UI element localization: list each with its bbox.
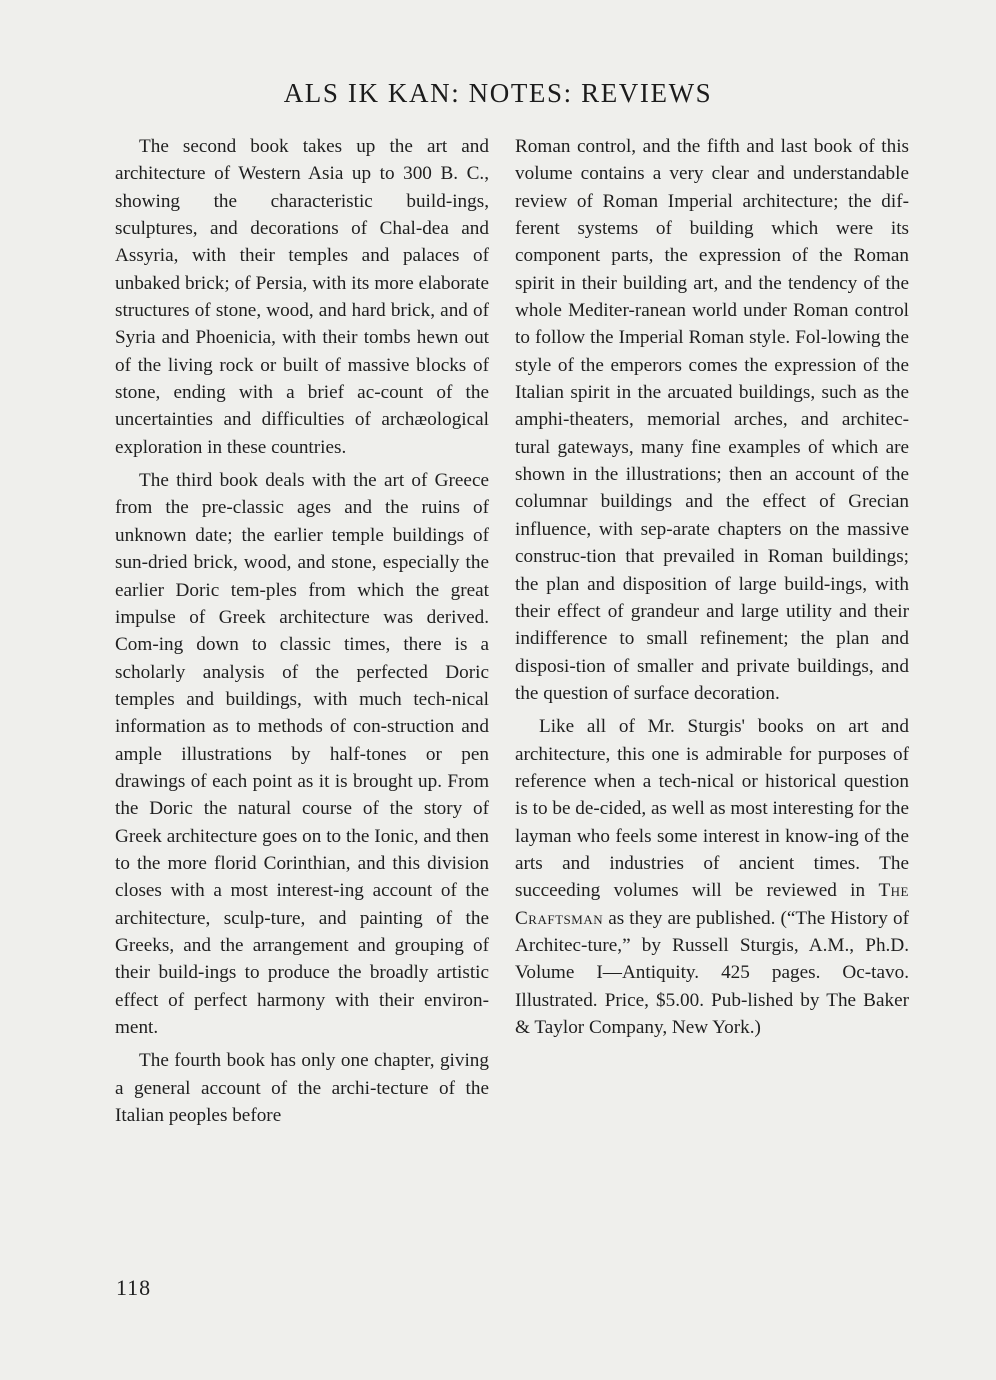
paragraph-fifth-book-continued: Roman control, and the fifth and last book of this volume contains a very clear and understandable review of Roman Imperial architecture; the dif-ferent systems of building which were its component parts, the expression of the Roman spirit in their building art, and the tendency of the whole Mediter-ranean world under Roman control to follow the Imperial Roman style. Fol-lowing the style of the emperors comes the expression of the Italian spirit in the arcuated buildings, such as the amphi-theaters, memorial arches, and architec-tural gateways, many fine examples of which are shown in the illustrations; then an account of the columnar buildings and the effect of Grecian influence, with sep-arate chapters on the massive construc-tion that prevailed in Roman buildings; the plan and disposition of large build-ings, with their effect of grandeur and large utility and their indifference to small refinement; the plan and disposi-tion of smaller and private buildings, and the question of surface decoration. — [515, 136, 909, 704]
paragraph-third-book: The third book deals with the art of Greece from the pre-classic ages and the ruins of unknown date; the earlier temple buildings of sun-dried brick, wood, and stone, especially the earlier Doric tem-ples from which the great impulse of Greek architecture was derived. Com-ing down to classic times, there is a scholarly analysis of the perfected Doric temples and buildings, with much tech-nical information as to methods of con-struction and ample illustrations by half-tones or pen drawings of each point as it is brought up. From the Doric the natural course of the story of Greek architecture goes on to the Ionic, and then to the more florid Corinthian, and this division closes with a most interest-ing account of the architecture, sculp-ture, and painting of the Greeks, and the arrangement and grouping of their build-ings to produce the broadly artistic effect of perfect harmony with their environ-ment. — [115, 470, 489, 1038]
running-header: ALS IK KAN: NOTES: REVIEWS — [283, 78, 713, 108]
right-column — [515, 133, 909, 1041]
paragraph-fourth-book: The fourth book has only one chapter, giving a general account of the archi-tecture of the Italian peoples before — [115, 1050, 489, 1127]
paragraph-review-summary — [515, 713, 909, 1041]
left-column — [115, 133, 489, 1129]
review-text-part2: as they are published. (“The History of Architec-ture,” by Russell Sturgis, A.M., Ph.D. Volume I—Antiquity. 425 pages. Oc-tavo. Illustrated. Price, $5.00. Pub-lished by The Baker & Taylor Company, New York.) — [515, 907, 909, 1038]
paragraph-second-book: The second book takes up the art and architecture of Western Asia up to 300 B. C., showing the characteristic build-ings, sculptures, and decorations of Chal-dea and Assyria, with their temples and palaces of unbaked brick; of Persia, with its more elaborate structures of stone, wood, and hard brick, and of Syria and Phoenicia, with their tombs hewn out of the living rock or built of massive blocks of stone, ending with a brief ac-count of the uncertainties and difficulties of archæological exploration in these countries. — [115, 136, 489, 458]
review-text-part1: Like all of Mr. Sturgis' books on art and architecture, this one is admirable for purposes of reference when a tech-nical or historical question is to be de-cided, as well as most interesting for the layman who feels some interest in know-ing of the arts and industries of ancient times. The succeeding volumes will be reviewed in — [515, 716, 909, 902]
magazine-name: The Craftsman — [515, 880, 909, 929]
page-number: 118 — [116, 1275, 152, 1300]
